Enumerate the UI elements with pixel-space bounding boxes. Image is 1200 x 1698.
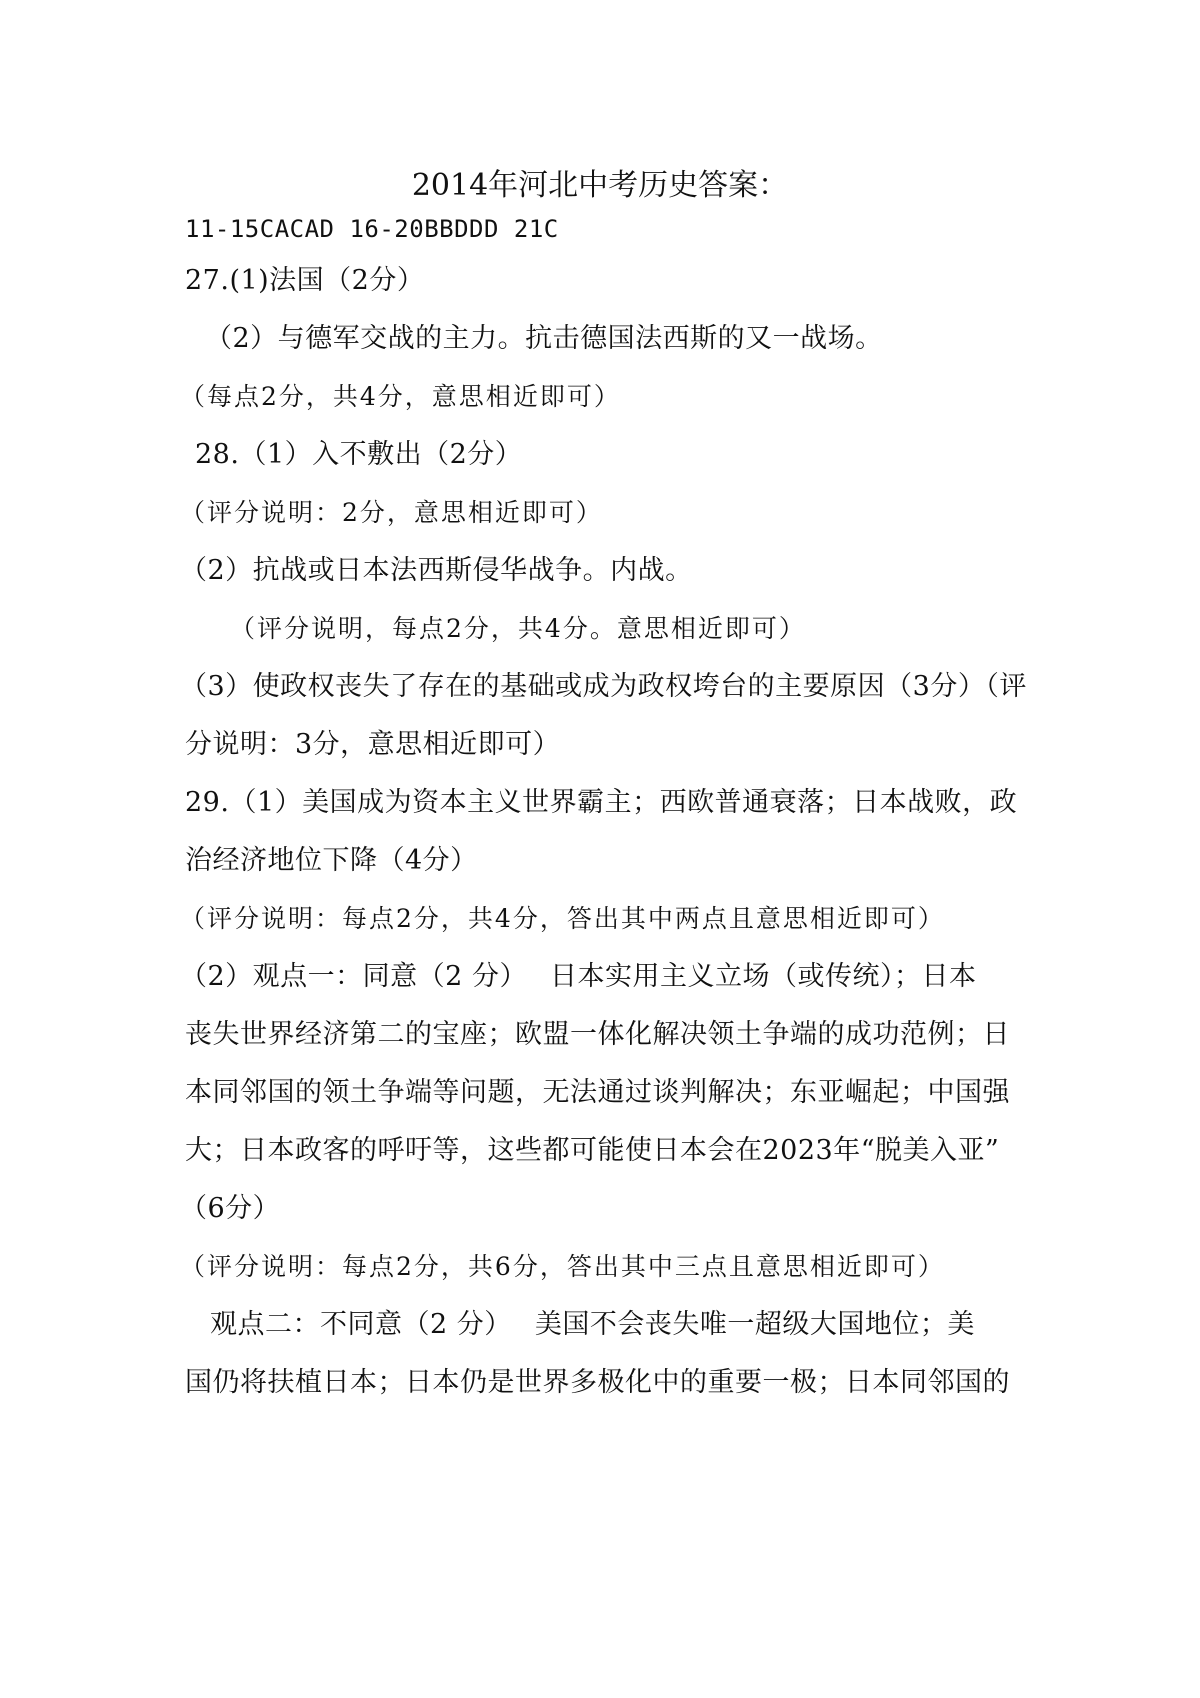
answer-line-29-1-cont: 治经济地位下降（4分） — [185, 845, 478, 876]
scoring-note: （评分说明：2分，意思相近即可） — [180, 498, 603, 527]
answer-line-29-1: 29.（1）美国成为资本主义世界霸主；西欧普通衰落；日本战败，政 — [185, 787, 1018, 818]
answer-line-29-2-view2-cont: 国仍将扶植日本；日本仍是世界多极化中的重要一极；日本同邻国的 — [185, 1367, 1010, 1398]
page-title: 2014年河北中考历史答案： — [411, 168, 789, 203]
scoring-note: （评分说明：每点2分，共6分，答出其中三点且意思相近即可） — [180, 1252, 945, 1281]
answer-line-27-1: 27.(1)法国（2分） — [185, 265, 425, 296]
answer-line-28-2: （2）抗战或日本法西斯侵华战争。内战。 — [180, 555, 693, 586]
scoring-note: （每点2分，共4分，意思相近即可） — [180, 382, 621, 411]
answer-line-choice: 11-15CACAD 16-20BBDDD 21C — [185, 215, 559, 243]
scoring-note: （评分说明，每点2分，共4分。意思相近即可） — [230, 614, 806, 643]
answer-line-28-3: （3）使政权丧失了存在的基础或成为政权垮台的主要原因（3分）（评 — [180, 671, 1027, 702]
answer-line-27-2: （2）与德军交战的主力。抗击德国法西斯的又一战场。 — [205, 323, 883, 354]
answer-line-29-2-view2: 观点二：不同意（2 分） 美国不会丧失唯一超级大国地位；美 — [210, 1309, 975, 1340]
answer-line-28-1: 28.（1）入不敷出（2分） — [195, 439, 523, 470]
answer-line-29-2-cont: 本同邻国的领土争端等问题，无法通过谈判解决；东亚崛起；中国强 — [185, 1077, 1010, 1108]
scoring-note: （评分说明：每点2分，共4分，答出其中两点且意思相近即可） — [180, 904, 945, 933]
answer-line-29-2: （2）观点一：同意（2 分） 日本实用主义立场（或传统）；日本 — [180, 961, 977, 992]
answer-line-29-2-cont: 大；日本政客的呼吁等，这些都可能使日本会在2023年“脱美入亚” — [185, 1135, 1000, 1166]
answer-line-29-2-score: （6分） — [180, 1193, 281, 1224]
answer-line-29-2-cont: 丧失世界经济第二的宝座；欧盟一体化解决领土争端的成功范例；日 — [185, 1019, 1010, 1050]
answer-line-28-3-cont: 分说明：3分，意思相近即可） — [185, 729, 561, 760]
